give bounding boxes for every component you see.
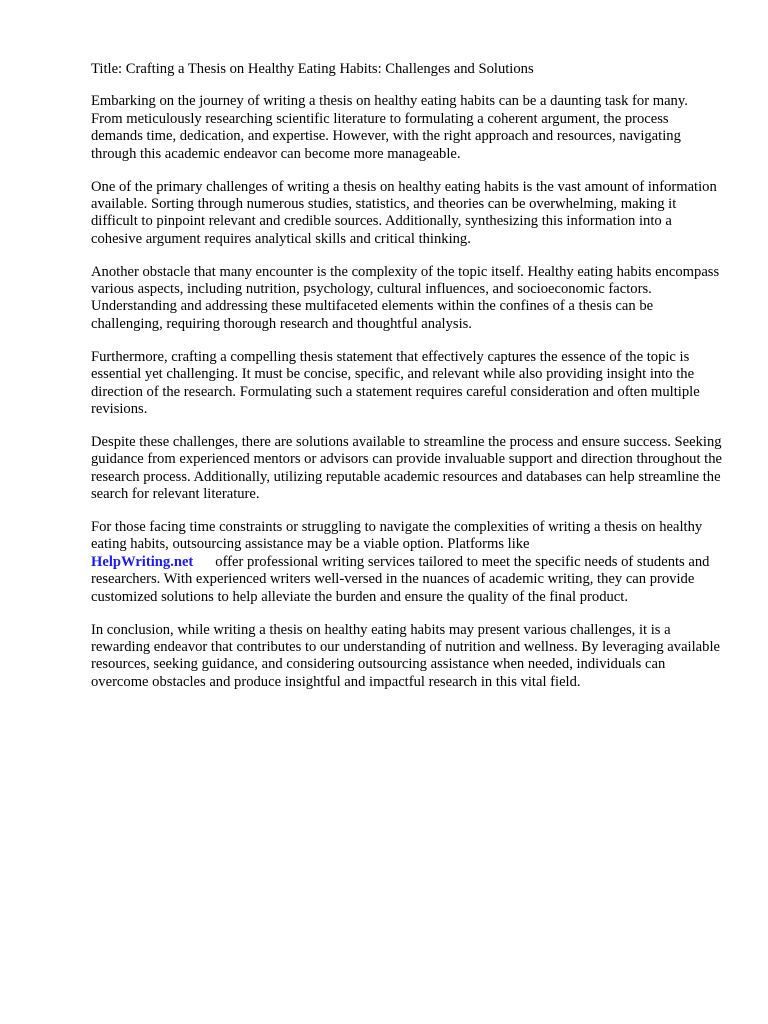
- document-title: Title: Crafting a Thesis on Healthy Eating Habits: Challenges and Solutions: [91, 61, 534, 77]
- outsourcing-text-before-link: For those facing time constraints or struggling to navigate the complexities of writing a thesis on healthy eating habits, outsourcing assistance may be a viable option. Platforms like: [91, 519, 703, 553]
- paragraph-complexity: Another obstacle that many encounter is the complexity of the topic itself. Healthy eating habits encompass various aspects, including nutrition, psychology, cultural influences, and socioeconomic factors. Understanding and addressing these multifaceted elements within the confines of a thesis can be challenging, requiring thorough research and thoughtful analysis.: [91, 263, 720, 332]
- paragraph-conclusion: In conclusion, while writing a thesis on healthy eating habits may present various challenges, it is a rewarding endeavor that contributes to our understanding of nutrition and wellness. By leveraging available resources, seeking guidance, and considering outsourcing assistance when needed, individuals can overcome obstacles and produce insightful and impactful research in this vital field.: [91, 621, 720, 690]
- paragraph-outsourcing: [91, 519, 723, 606]
- paragraph-solutions: Despite these challenges, there are solutions available to streamline the process and ensure success. Seeking guidance from experienced mentors or advisors can provide invaluable support and direction throughout the research process. Additionally, utilizing reputable academic resources and databases can help streamline the search for relevant literature.: [91, 433, 722, 503]
- paragraph-challenges: One of the primary challenges of writing a thesis on healthy eating habits is the vast amount of information available. Sorting through numerous studies, statistics, and theories can be overwhelming, making it difficult to pinpoint relevant and credible sources. Additionally, synthesizing this information into a cohesive argument requires analytical skills and critical thinking.: [91, 178, 717, 247]
- paragraph-thesis-statement: Furthermore, crafting a compelling thesis statement that effectively captures the essence of the topic is essential yet challenging. It must be concise, specific, and relevant while also providing insight into the direction of the research. Formulating such a statement requires careful consideration and often multiple revisions.: [91, 348, 700, 417]
- outsourcing-text-after-link: offer professional writing services tailored to meet the specific needs of students and researchers. With experienced writers well-versed in the nuances of academic writing, they can provide customized solutions to help alleviate the burden and ensure the quality of the final product.: [91, 553, 710, 605]
- document-page: [91, 61, 723, 707]
- helpwriting-link[interactable]: HelpWriting.net: [91, 553, 194, 570]
- paragraph-intro: Embarking on the journey of writing a thesis on healthy eating habits can be a daunting task for many. From meticulously researching scientific literature to formulating a coherent argument, the process demands time, dedication, and expertise. However, with the right approach and resources, navigating through this academic endeavor can become more manageable.: [91, 93, 688, 162]
